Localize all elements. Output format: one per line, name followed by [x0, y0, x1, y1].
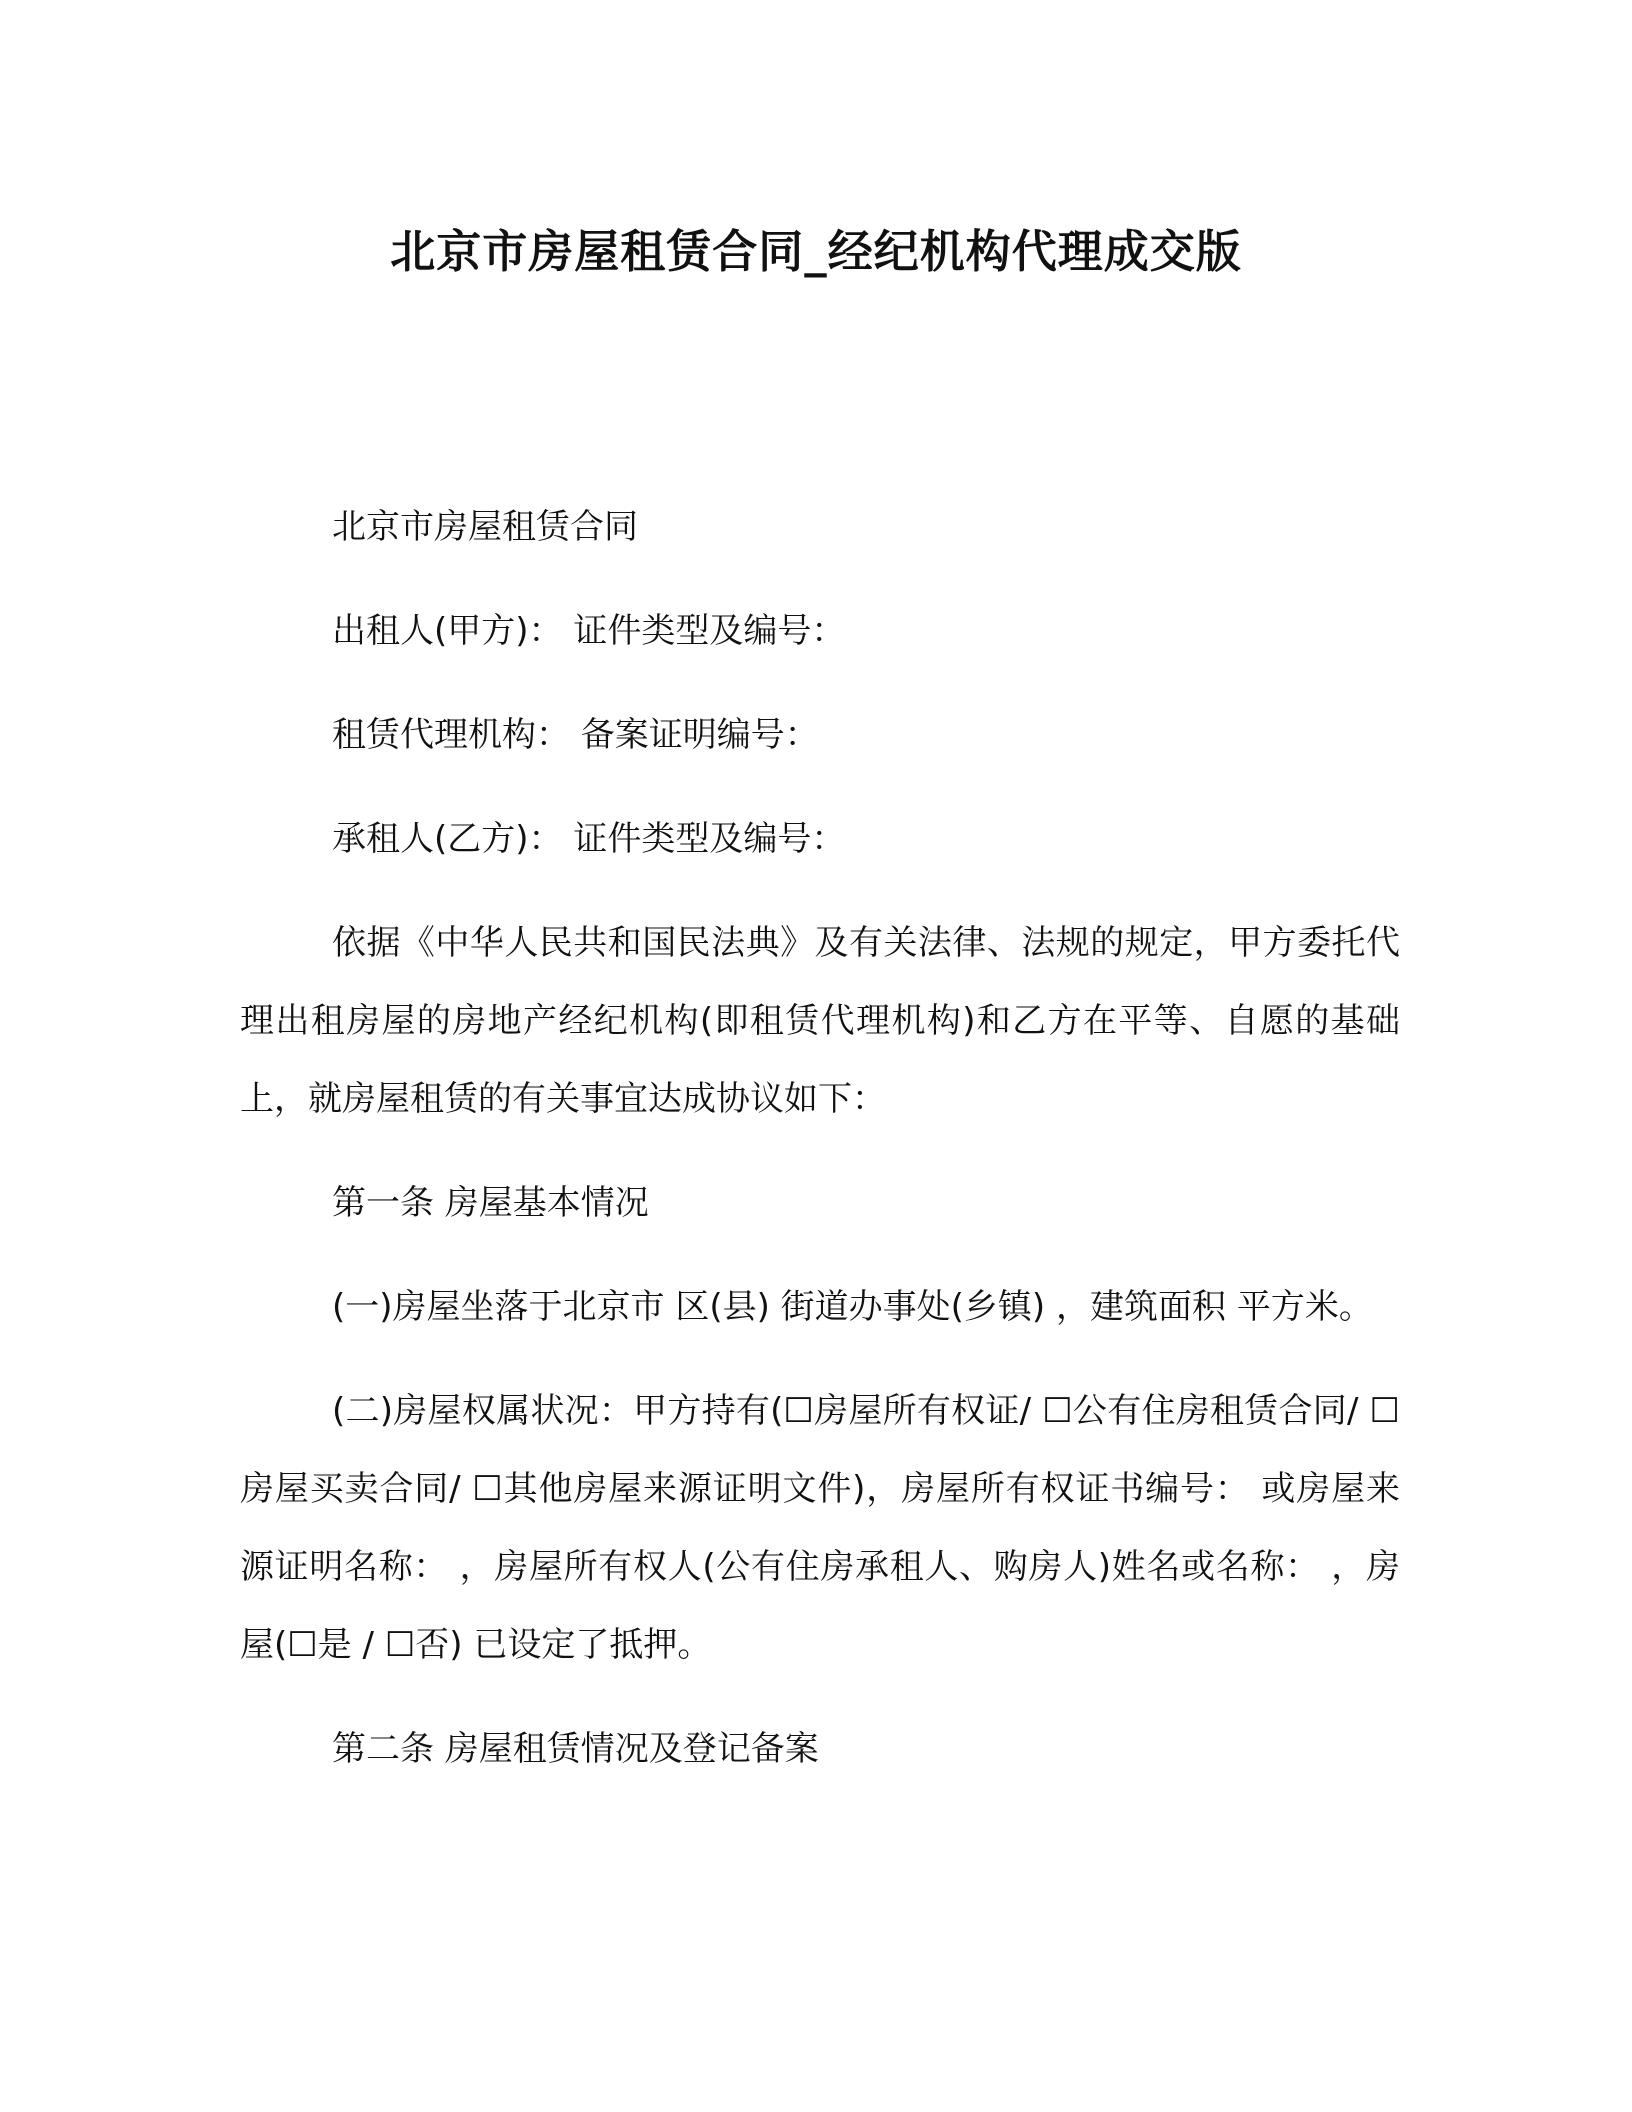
- article-1-item-2: (二)房屋权属状况：甲方持有(☐房屋所有权证/ ☐公有住房租赁合同/ ☐房屋买卖合同/ ☐其他房屋来源证明文件)，房屋所有权证书编号： 或房屋来源证明名称： ，房屋所有权人(公有住房承租人、购房人)姓名或名称： ，房屋(☐是 / ☐否) 已设定了抵押。: [240, 1391, 1400, 1665]
- article-1-item-1: (一)房屋坐落于北京市 区(县) 街道办事处(乡镇) ，建筑面积 平方米。: [332, 1287, 1373, 1327]
- contract-subtitle: 北京市房屋租赁合同: [332, 507, 638, 547]
- article-1-heading: 第一条 房屋基本情况: [332, 1183, 649, 1223]
- agency-line: 租赁代理机构： 备案证明编号：: [332, 715, 819, 755]
- preamble-paragraph: 依据《中华人民共和国民法典》及有关法律、法规的规定，甲方委托代理出租房屋的房地产经纪机构(即租赁代理机构)和乙方在平等、自愿的基础上，就房屋租赁的有关事宜达成协议如下：: [240, 923, 1400, 1119]
- lessee-line: 承租人(乙方)： 证件类型及编号：: [332, 819, 846, 859]
- article-2-heading: 第二条 房屋租赁情况及登记备案: [332, 1729, 819, 1769]
- document-title: 北京市房屋租赁合同_经纪机构代理成交版: [390, 225, 1242, 278]
- document-body: [240, 488, 1400, 1814]
- lessor-line: 出租人(甲方)： 证件类型及编号：: [332, 611, 846, 651]
